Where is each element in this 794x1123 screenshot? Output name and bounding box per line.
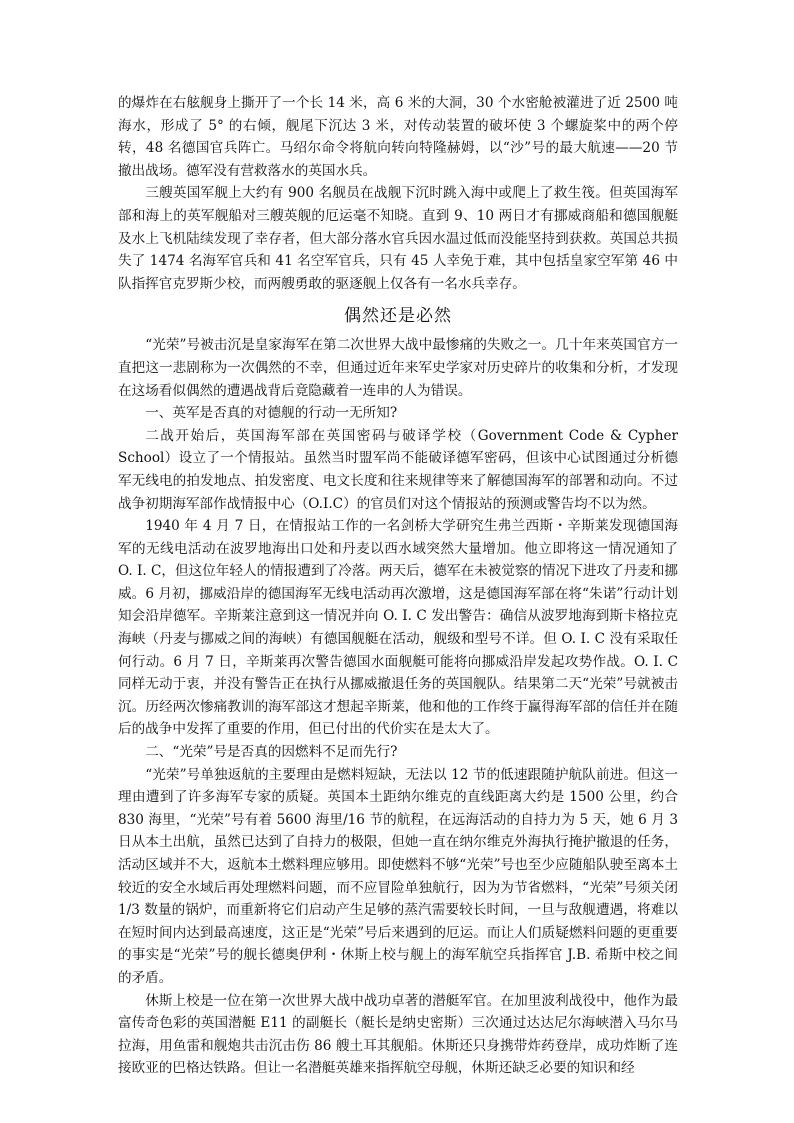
document-page — [118, 92, 678, 1080]
paragraph: 三艘英国军舰上大约有 900 名舰员在战舰下沉时跳入海中或爬上了救生筏。但英国海军部和海上的英军舰船对三艘英舰的厄运毫不知晓。直到 9、10 两日才有挪威商船和德国舰艇及水上飞机陆续发现了幸存者，但大部分落水官兵因水温过低而没能坚持到获救。英国总共损失了 1474 名海军官兵和 41 名空军官兵，只有 45 人幸免于难，其中包括皇家空军第 46 中队指挥官克罗斯少校，而两艘勇敢的驱逐舰上仅各有一名水兵幸存。 — [118, 185, 678, 292]
question-heading: 一、英军是否真的对德舰的行动一无所知? — [145, 405, 398, 422]
section-title: 偶然还是必然 — [344, 306, 452, 327]
paragraph: “光荣”号被击沉是皇家海军在第二次世界大战中最惨痛的失败之一。几十年来英国官方一直把这一悲剧称为一次偶然的不幸，但通过近年来军史学家对历史碎片的收集和分析，才发现在这场看似偶然的遭遇战背后竟隐藏着一连串的人为错误。 — [118, 337, 678, 399]
paragraph: 1940 年 4 月 7 日，在情报站工作的一名剑桥大学研究生弗兰西斯・辛斯莱发现德国海军的无线电活动在波罗地海出口处和丹麦以西水域突然大量增加。他立即将这一情况通知了 O. I. C，但这位年轻人的情报遭到了冷落。两天后，德军在未被觉察的情况下进攻了丹麦和挪威。6 月初，挪威沿岸的德国海军无线电活动再次激增，这是德国海军部在将“朱诺”行动计划知会沿岸德军。辛斯莱注意到这一情况并向 O. I. C 发出警告：确信从波罗地海到斯卡格拉克海峡（丹麦与挪威之间的海峡）有德国舰艇在活动，舰级和型号不详。但 O. I. C 没有采取任何行动。6 月 7 日，辛斯莱再次警告德国水面舰艇可能将向挪威沿岸发起攻势作战。O. I. C 同样无动于衷，并没有警告正在执行从挪威撤退任务的英国舰队。结果第二天“光荣”号就被击沉。历经两次惨痛教训的海军部这才想起辛斯莱，他和他的工作终于赢得海军部的信任并在随后的战争中发挥了重要的作用，但已付出的代价实在是太大了。 — [118, 518, 678, 738]
paragraph: 休斯上校是一位在第一次世界大战中战功卓著的潜艇军官。在加里波利战役中，他作为最富传奇色彩的英国潜艇 E11 的副艇长（艇长是纳史密斯）三次通过达达尼尔海峡潜入马尔马拉海，用鱼雷和舰炮共击沉击伤 86 艘土耳其舰船。休斯还只身携带炸药登岸，成功炸断了连接欧亚的巴格达铁路。但让一名潜艇英雄来指挥航空母舰，休斯还缺乏必要的知识和经 — [118, 992, 678, 1077]
paragraph-continuation: 的爆炸在右舷舰身上撕开了一个长 14 米，高 6 米的大洞，30 个水密舱被灌进了近 2500 吨海水，形成了 5° 的右倾，舰尾下沉达 3 米，对传动装置的破坏使 3 个螺旋桨中的两个停转，48 名德国官兵阵亡。马绍尔命令将航向转向特隆赫姆，以“沙”号的最大航速——20 节撤出战场。德军没有营救落水的英国水兵。 — [118, 95, 678, 179]
paragraph: “光荣”号单独返航的主要理由是燃料短缺，无法以 12 节的低速跟随护航队前进。但这一理由遭到了许多海军专家的质疑。英国本土距纳尔维克的直线距离大约是 1500 公里，约合 830 海里，“光荣”号有着 5600 海里/16 节的航程，在远海活动的自持力为 5 天，她 6 月 3 日从本土出航，虽然已达到了自持力的极限，但她一直在纳尔维克外海执行掩护撤退的任务，活动区域并不大，返航本土燃料理应够用。即使燃料不够“光荣”号也至少应随船队驶至离本土较近的安全水域后再处理燃料问题，而不应冒险单独航行，因为为节省燃料，“光荣”号须关闭 1/3 数量的锅炉，而重新将它们启动产生足够的蒸汽需要较长时间，一旦与敌舰遭遇，将难以在短时间内达到最高速度，这正是“光荣”号后来遇到的厄运。而让人们质疑燃料问题的更重要的事实是“光荣”号的舰长德奥伊利・休斯上校与舰上的海军航空兵指挥官 J.B. 希斯中校之间的矛盾。 — [118, 766, 678, 986]
question-heading: 二、“光荣”号是否真的因燃料不足而先行? — [145, 744, 398, 761]
paragraph: 二战开始后，英国海军部在英国密码与破译学校（Government Code & Cypher School）设立了一个情报站。虽然当时盟军尚不能破译德军密码，但该中心试图通过分析德军无线电的拍发地点、拍发密度、电文长度和往来规律等来了解德国海军的部署和动向。不过战争初期海军部作战情报中心（O.I.C）的官员们对这个情报站的预测或警告均不以为然。 — [118, 427, 678, 512]
